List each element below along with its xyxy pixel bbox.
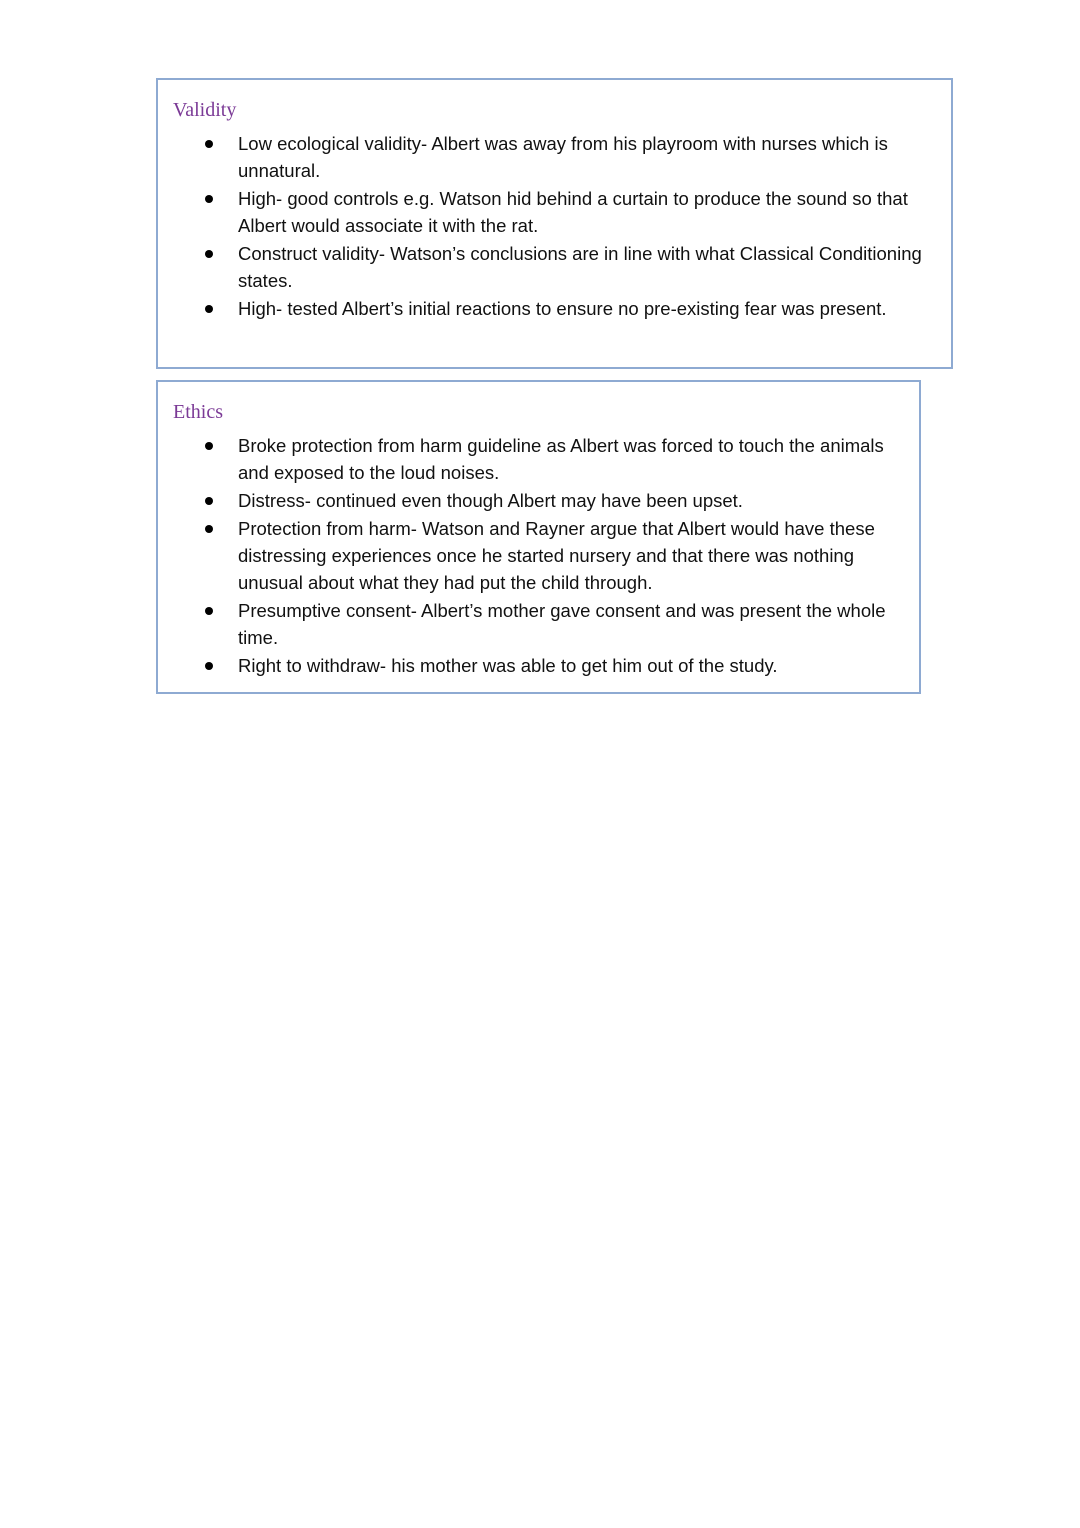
- validity-section: [156, 78, 953, 369]
- list-item-text: High- tested Albert’s initial reactions to ensure no pre-existing fear was present.: [238, 298, 887, 319]
- list-item-text: Broke protection from harm guideline as Albert was forced to touch the animals and exposed to the loud noises.: [238, 435, 884, 483]
- list-item: [172, 185, 937, 239]
- list-item: [172, 240, 937, 294]
- bullet-icon: [205, 305, 213, 313]
- ethics-list: [172, 432, 905, 679]
- bullet-icon: [205, 195, 213, 203]
- ethics-heading: Ethics: [173, 401, 223, 423]
- list-item: [172, 597, 905, 651]
- list-item: [172, 487, 905, 514]
- bullet-icon: [205, 140, 213, 148]
- bullet-icon: [205, 607, 213, 615]
- list-item: [172, 130, 937, 184]
- list-item-text: High- good controls e.g. Watson hid behind a curtain to produce the sound so that Albert would associate it with the rat.: [238, 188, 908, 236]
- validity-heading: Validity: [173, 99, 237, 121]
- list-item-text: Construct validity- Watson’s conclusions are in line with what Classical Conditioning states.: [238, 243, 922, 291]
- list-item: [172, 515, 905, 596]
- ethics-section: [156, 380, 921, 694]
- list-item-text: Distress- continued even though Albert may have been upset.: [238, 490, 743, 511]
- list-item-text: Low ecological validity- Albert was away from his playroom with nurses which is unnatural.: [238, 133, 888, 181]
- list-item-text: Presumptive consent- Albert’s mother gave consent and was present the whole time.: [238, 600, 886, 648]
- bullet-icon: [205, 442, 213, 450]
- validity-list: [172, 130, 937, 322]
- list-item: [172, 295, 937, 322]
- bullet-icon: [205, 497, 213, 505]
- list-item-text: Protection from harm- Watson and Rayner argue that Albert would have these distressing experiences once he started nursery and that there was nothing unusual about what they had put the child through.: [238, 518, 875, 593]
- bullet-icon: [205, 525, 213, 533]
- list-item-text: Right to withdraw- his mother was able to get him out of the study.: [238, 655, 778, 676]
- list-item: [172, 432, 905, 486]
- list-item: [172, 652, 905, 679]
- bullet-icon: [205, 662, 213, 670]
- bullet-icon: [205, 250, 213, 258]
